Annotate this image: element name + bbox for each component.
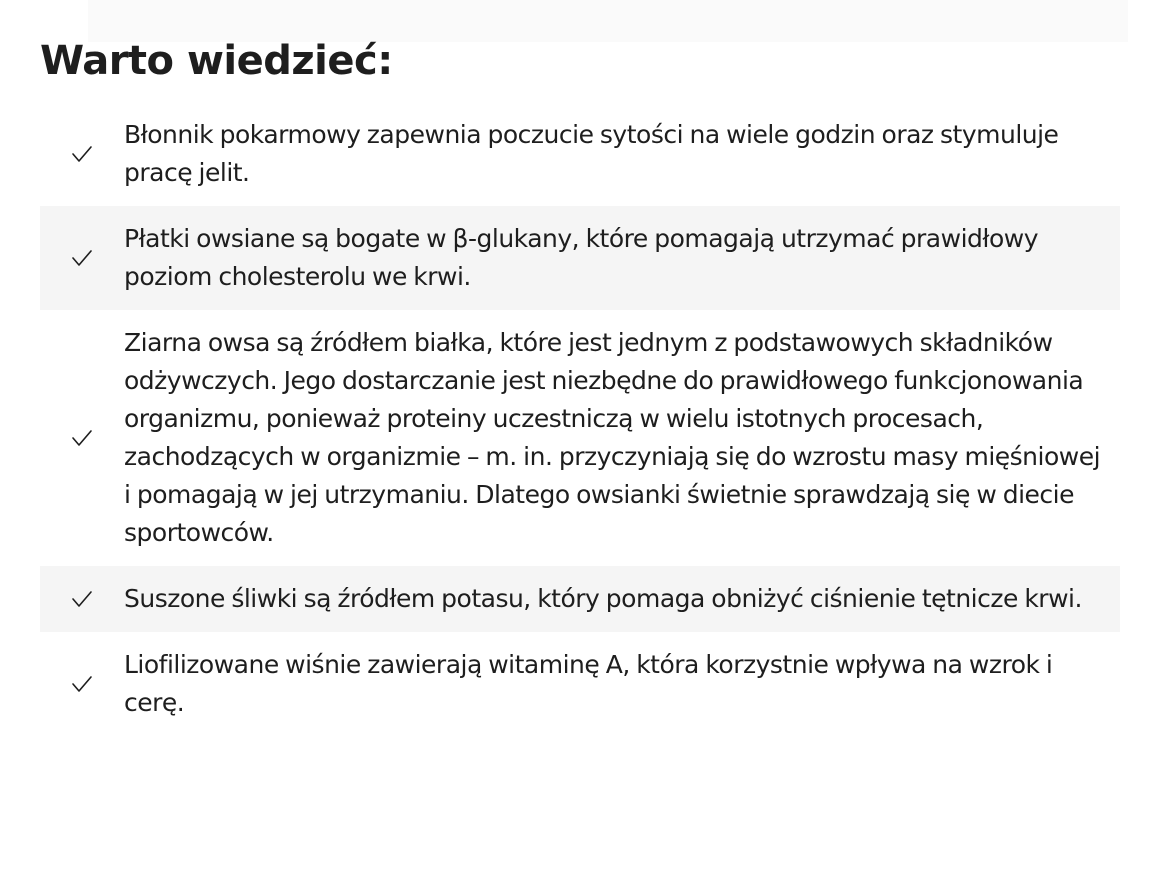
checkmark-icon — [40, 428, 124, 448]
checkmark-icon — [40, 589, 124, 609]
checkmark-icon — [40, 674, 124, 694]
fact-item — [40, 632, 1120, 736]
fact-item — [40, 566, 1120, 632]
fact-text: Liofilizowane wiśnie zawierają witaminę A, która korzystnie wpływa na wzrok i cerę. — [124, 650, 1053, 717]
fact-text: Błonnik pokarmowy zapewnia poczucie sytości na wiele godzin oraz stymuluje pracę jelit. — [124, 120, 1059, 187]
facts-list — [40, 102, 1120, 736]
checkmark-icon — [40, 248, 124, 268]
checkmark-icon — [40, 144, 124, 164]
facts-section — [40, 0, 1120, 736]
fact-item — [40, 102, 1120, 206]
fact-text: Płatki owsiane są bogate w β-glukany, które pomagają utrzymać prawidłowy poziom cholesterolu we krwi. — [124, 224, 1039, 291]
fact-item — [40, 206, 1120, 310]
section-title: Warto wiedzieć: — [40, 38, 393, 84]
fact-text: Suszone śliwki są źródłem potasu, który pomaga obniżyć ciśnienie tętnicze krwi. — [124, 584, 1082, 613]
fact-text: Ziarna owsa są źródłem białka, które jest jednym z podstawowych składników odżywczych. Jego dostarczanie jest niezbędne do prawidłowego funkcjonowania organizmu, ponieważ proteiny uczestniczą w wielu istotnych procesach, zachodzących w organizmie – m. in. przyczyniają się do wzrostu masy mięśniowej i pomagają w jej utrzymaniu. Dlatego owsianki świetnie sprawdzają się w diecie sportowców. — [124, 328, 1101, 547]
fact-item — [40, 310, 1120, 566]
